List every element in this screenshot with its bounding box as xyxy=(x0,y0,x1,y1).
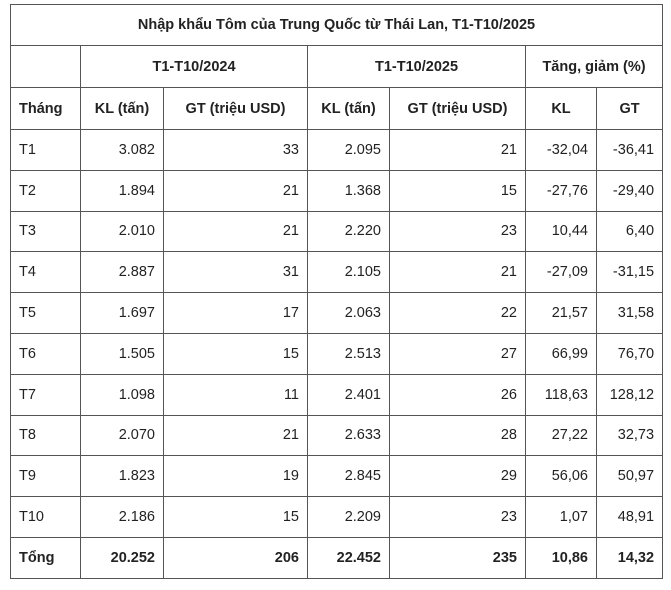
group-header-row xyxy=(11,46,663,88)
value-2025-cell: 28 xyxy=(390,415,526,456)
shrimp-import-table xyxy=(10,4,663,579)
volume-change-cell: 21,57 xyxy=(526,293,597,334)
value-change-cell: 128,12 xyxy=(597,374,663,415)
value-change-cell: 14,32 xyxy=(597,537,663,578)
table-title: Nhập khẩu Tôm của Trung Quốc từ Thái Lan, T1-T10/2025 xyxy=(11,5,663,46)
value-change-cell: 76,70 xyxy=(597,333,663,374)
value-change-cell: 6,40 xyxy=(597,211,663,252)
month-cell: T1 xyxy=(11,130,81,171)
table-row xyxy=(11,170,663,211)
volume-change-cell: -27,09 xyxy=(526,252,597,293)
value-2025-cell: 27 xyxy=(390,333,526,374)
table-title-row xyxy=(11,5,663,46)
month-cell: T4 xyxy=(11,252,81,293)
month-cell: T5 xyxy=(11,293,81,334)
value-change-cell: -29,40 xyxy=(597,170,663,211)
value-2025-cell: 23 xyxy=(390,497,526,538)
value-2025-cell: 235 xyxy=(390,537,526,578)
volume-2024-cell: 2.010 xyxy=(81,211,164,252)
value-change-cell: 32,73 xyxy=(597,415,663,456)
value-2024-cell: 206 xyxy=(164,537,308,578)
table-row xyxy=(11,456,663,497)
month-cell: T2 xyxy=(11,170,81,211)
volume-change-cell: 56,06 xyxy=(526,456,597,497)
value-2025-cell: 29 xyxy=(390,456,526,497)
volume-change-cell: 27,22 xyxy=(526,415,597,456)
column-header-row xyxy=(11,88,663,130)
month-cell: T3 xyxy=(11,211,81,252)
volume-change-cell: -27,76 xyxy=(526,170,597,211)
value-2024-cell: 15 xyxy=(164,333,308,374)
month-cell: Tổng xyxy=(11,537,81,578)
volume-2024-cell: 1.505 xyxy=(81,333,164,374)
value-2024-cell: 15 xyxy=(164,497,308,538)
value-2024-cell: 31 xyxy=(164,252,308,293)
table-row xyxy=(11,211,663,252)
table-row xyxy=(11,415,663,456)
volume-2025-cell: 2.063 xyxy=(308,293,390,334)
value-change-cell: -36,41 xyxy=(597,130,663,171)
volume-2025-cell: 2.095 xyxy=(308,130,390,171)
value-2025-cell: 21 xyxy=(390,252,526,293)
value-2025-cell: 15 xyxy=(390,170,526,211)
value-2024-cell: 21 xyxy=(164,170,308,211)
value-2024-cell: 19 xyxy=(164,456,308,497)
group-header-2025: T1-T10/2025 xyxy=(308,46,526,88)
column-header-value-2024: GT (triệu USD) xyxy=(164,88,308,130)
table-row xyxy=(11,497,663,538)
value-2024-cell: 11 xyxy=(164,374,308,415)
value-2024-cell: 21 xyxy=(164,211,308,252)
volume-change-cell: 10,44 xyxy=(526,211,597,252)
table-row xyxy=(11,374,663,415)
volume-2025-cell: 2.513 xyxy=(308,333,390,374)
volume-2024-cell: 3.082 xyxy=(81,130,164,171)
volume-change-cell: -32,04 xyxy=(526,130,597,171)
volume-2025-cell: 22.452 xyxy=(308,537,390,578)
value-2025-cell: 26 xyxy=(390,374,526,415)
value-2025-cell: 21 xyxy=(390,130,526,171)
volume-2025-cell: 2.633 xyxy=(308,415,390,456)
table-row xyxy=(11,293,663,334)
value-change-cell: 31,58 xyxy=(597,293,663,334)
volume-2025-cell: 2.105 xyxy=(308,252,390,293)
total-row xyxy=(11,537,663,578)
volume-change-cell: 66,99 xyxy=(526,333,597,374)
month-cell: T9 xyxy=(11,456,81,497)
volume-2024-cell: 2.070 xyxy=(81,415,164,456)
column-header-value-2025: GT (triệu USD) xyxy=(390,88,526,130)
value-2025-cell: 23 xyxy=(390,211,526,252)
column-header-value-change: GT xyxy=(597,88,663,130)
column-header-volume-2024: KL (tấn) xyxy=(81,88,164,130)
volume-2025-cell: 1.368 xyxy=(308,170,390,211)
month-cell: T6 xyxy=(11,333,81,374)
column-header-month: Tháng xyxy=(11,88,81,130)
value-2024-cell: 33 xyxy=(164,130,308,171)
value-change-cell: 48,91 xyxy=(597,497,663,538)
column-header-volume-change: KL xyxy=(526,88,597,130)
volume-2024-cell: 20.252 xyxy=(81,537,164,578)
volume-2024-cell: 1.697 xyxy=(81,293,164,334)
value-2024-cell: 17 xyxy=(164,293,308,334)
volume-2024-cell: 2.887 xyxy=(81,252,164,293)
volume-2024-cell: 1.823 xyxy=(81,456,164,497)
column-header-volume-2025: KL (tấn) xyxy=(308,88,390,130)
month-cell: T10 xyxy=(11,497,81,538)
volume-2024-cell: 2.186 xyxy=(81,497,164,538)
group-header-empty xyxy=(11,46,81,88)
value-2024-cell: 21 xyxy=(164,415,308,456)
month-cell: T8 xyxy=(11,415,81,456)
table-row xyxy=(11,252,663,293)
volume-change-cell: 1,07 xyxy=(526,497,597,538)
volume-2024-cell: 1.894 xyxy=(81,170,164,211)
volume-2025-cell: 2.401 xyxy=(308,374,390,415)
value-change-cell: -31,15 xyxy=(597,252,663,293)
volume-2025-cell: 2.209 xyxy=(308,497,390,538)
volume-2024-cell: 1.098 xyxy=(81,374,164,415)
table-row xyxy=(11,130,663,171)
table-row xyxy=(11,333,663,374)
group-header-change: Tăng, giảm (%) xyxy=(526,46,663,88)
volume-2025-cell: 2.220 xyxy=(308,211,390,252)
volume-change-cell: 10,86 xyxy=(526,537,597,578)
volume-change-cell: 118,63 xyxy=(526,374,597,415)
volume-2025-cell: 2.845 xyxy=(308,456,390,497)
group-header-2024: T1-T10/2024 xyxy=(81,46,308,88)
month-cell: T7 xyxy=(11,374,81,415)
value-2025-cell: 22 xyxy=(390,293,526,334)
value-change-cell: 50,97 xyxy=(597,456,663,497)
